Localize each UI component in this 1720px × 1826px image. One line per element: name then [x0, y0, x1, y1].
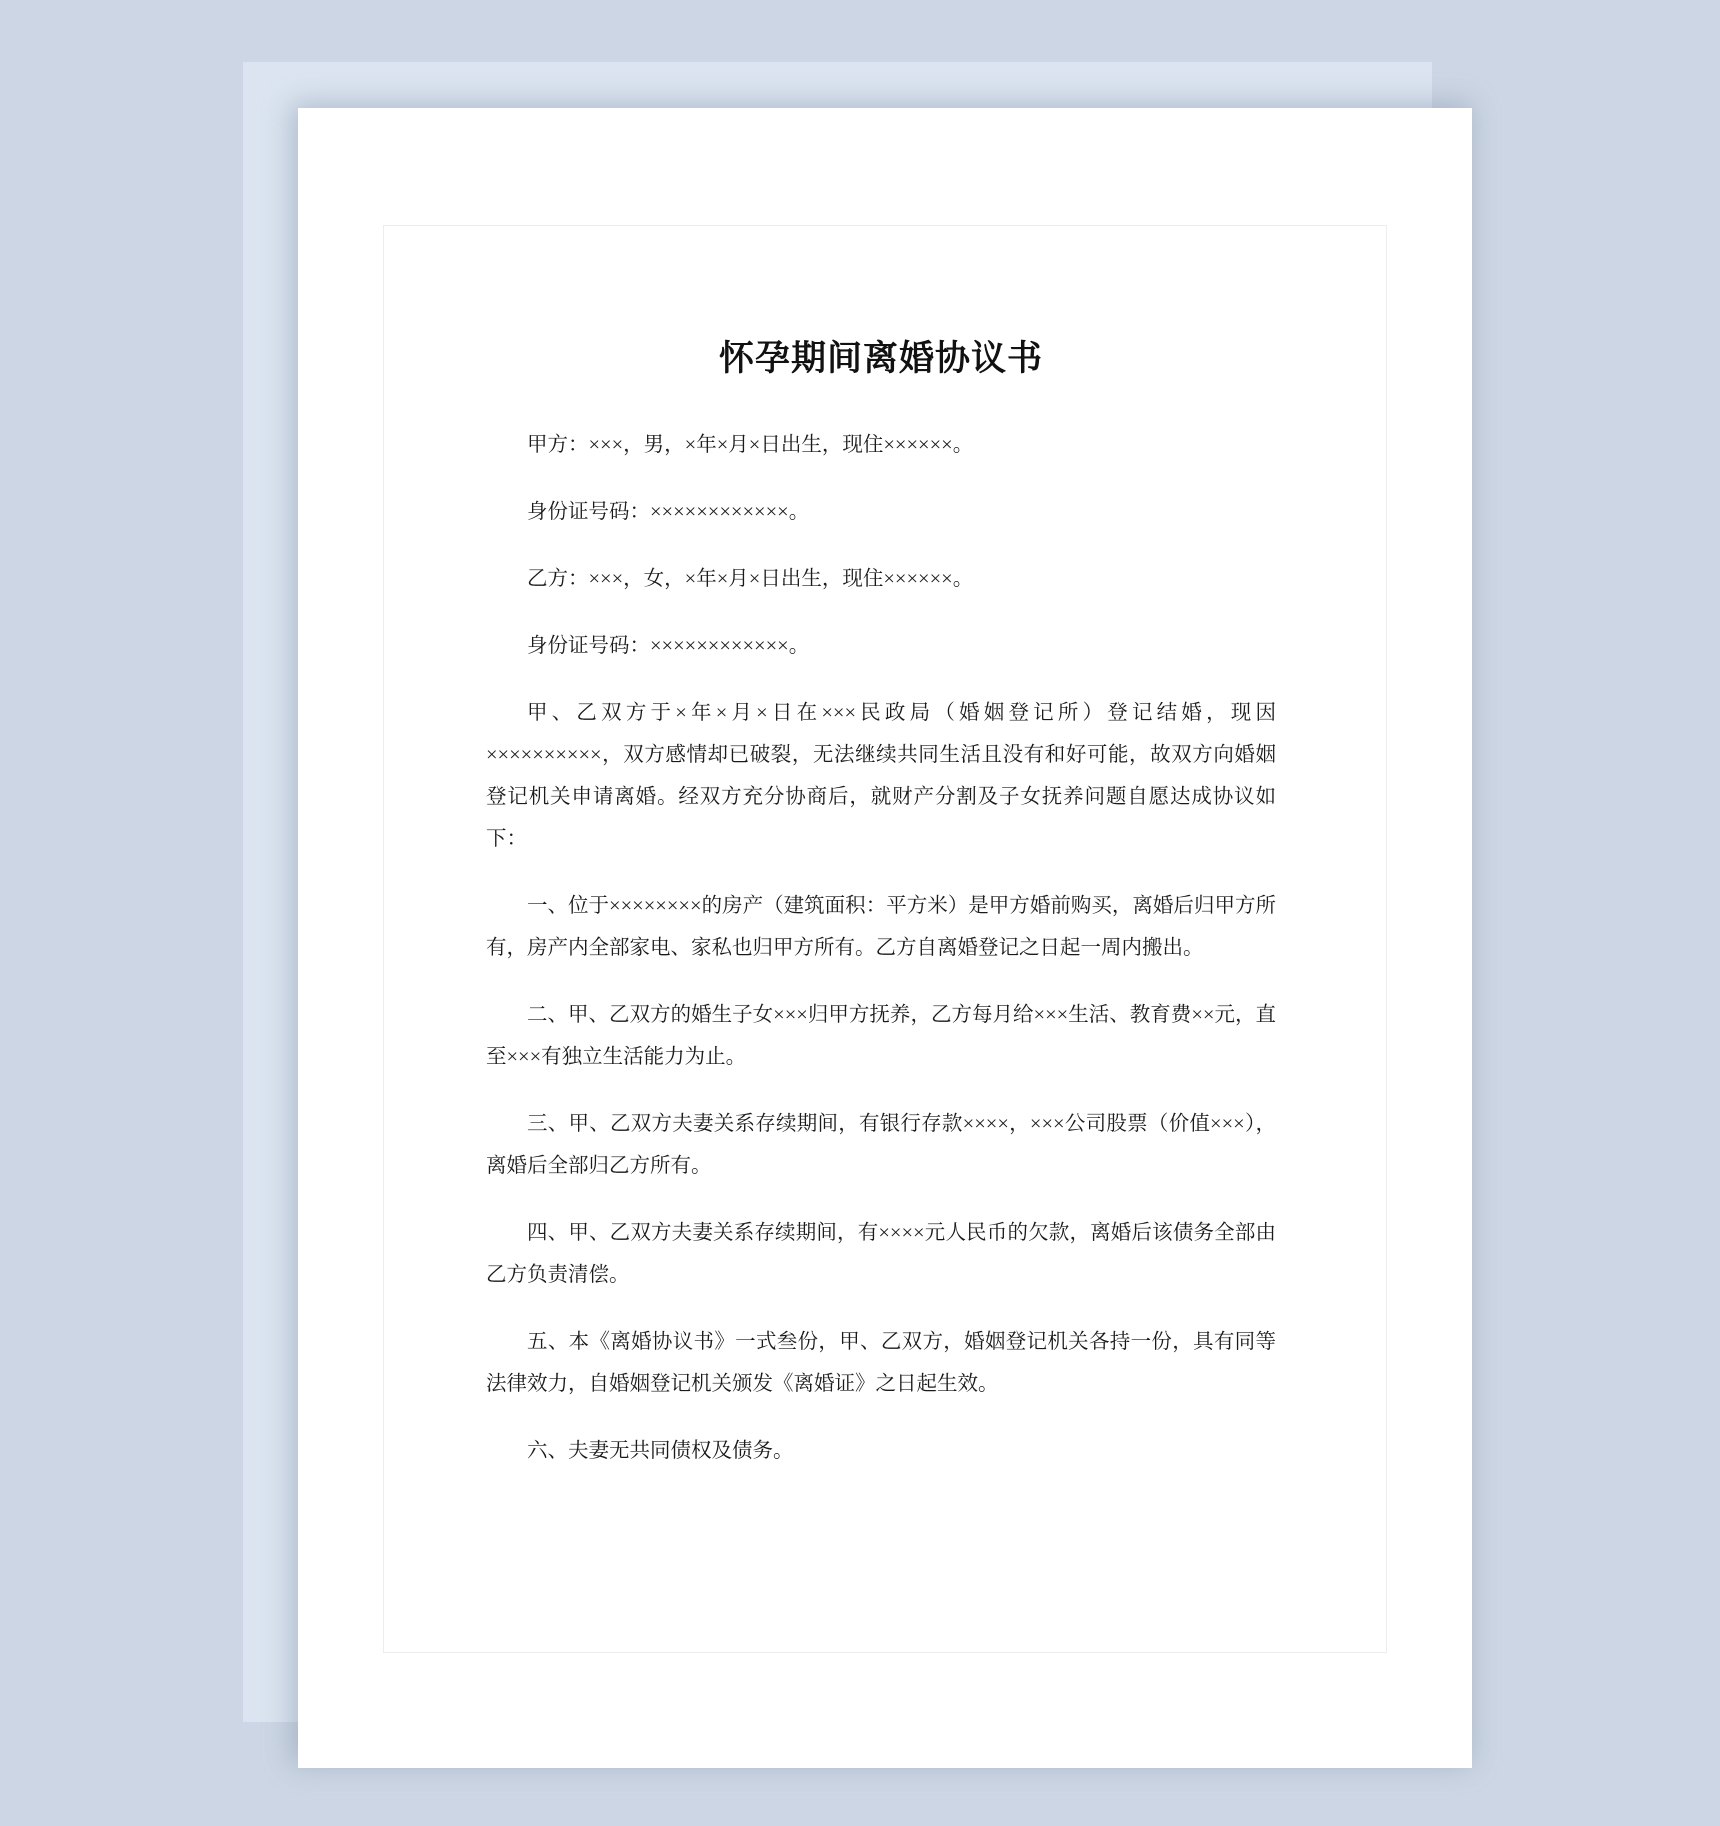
- document-page: [298, 108, 1472, 1768]
- paragraph-clause-3: 三、甲、乙双方夫妻关系存续期间，有银行存款××××，×××公司股票（价值×××），离婚后全部归乙方所有。: [486, 1113, 1276, 1177]
- paragraph-clause-1: 一、位于××××××××的房产（建筑面积：平方米）是甲方婚前购买，离婚后归甲方所有，房产内全部家电、家私也归甲方所有。乙方自离婚登记之日起一周内搬出。: [486, 895, 1276, 959]
- paragraph-clause-6: 六、夫妻无共同债权及债务。: [527, 1440, 794, 1462]
- paragraph-party-a-id: 身份证号码：××××××××××××。: [527, 501, 810, 523]
- paragraph-party-b-id: 身份证号码：××××××××××××。: [527, 635, 810, 657]
- document-body: [486, 338, 1276, 1472]
- paragraph-party-b: 乙方：×××，女，×年×月×日出生，现住××××××。: [527, 568, 974, 590]
- paragraph-preamble: 甲、乙双方于×年×月×日在×××民政局（婚姻登记所）登记结婚，现因××××××××××，双方感情却已破裂，无法继续共同生活且没有和好可能，故双方向婚姻登记机关申请离婚。经双方充分协商后，就财产分割及子女抚养问题自愿达成协议如下：: [486, 702, 1276, 850]
- paragraph-clause-5: 五、本《离婚协议书》一式叁份，甲、乙双方，婚姻登记机关各持一份，具有同等法律效力，自婚姻登记机关颁发《离婚证》之日起生效。: [486, 1331, 1276, 1395]
- paragraph-party-a: 甲方：×××，男，×年×月×日出生，现住××××××。: [527, 434, 974, 456]
- paragraph-clause-2: 二、甲、乙双方的婚生子女×××归甲方抚养，乙方每月给×××生活、教育费××元，直至×××有独立生活能力为止。: [486, 1004, 1276, 1068]
- paragraph-clause-4: 四、甲、乙双方夫妻关系存续期间，有××××元人民币的欠款，离婚后该债务全部由乙方负责清偿。: [486, 1222, 1276, 1286]
- page-title: 怀孕期间离婚协议书: [718, 339, 1043, 379]
